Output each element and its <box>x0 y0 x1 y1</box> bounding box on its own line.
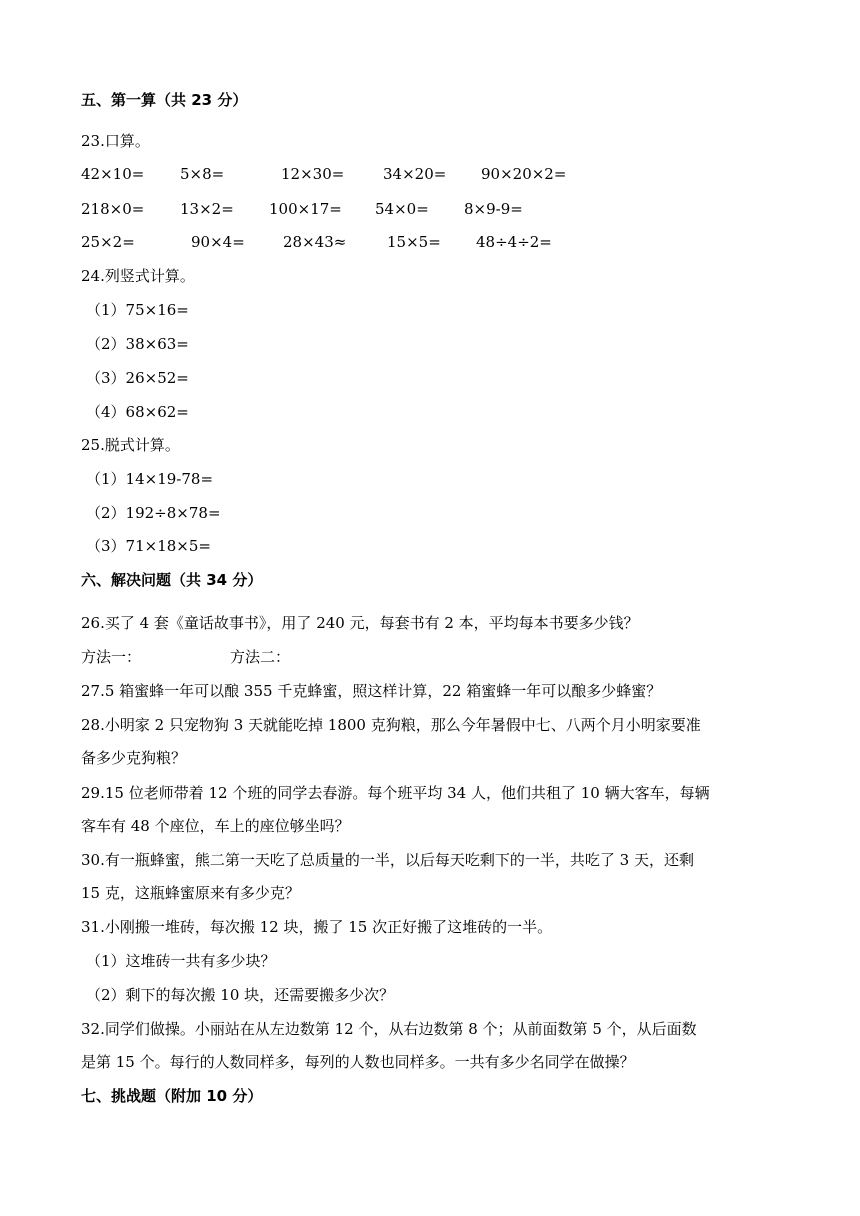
q26-methods <box>0 646 860 668</box>
q29-line-2: 客车有 48 个座位，车上的座位够坐吗？ <box>81 817 350 835</box>
q25-item: （3）71×18×5= <box>86 537 211 555</box>
q23-expr: 42×10= <box>81 165 145 183</box>
q23-row-1 <box>0 163 860 185</box>
q23-expr: 54×0= <box>375 200 429 218</box>
q31-text: 31.小刚搬一堆砖，每次搬 12 块，搬了 15 次正好搬了这堆砖的一半。 <box>81 918 553 936</box>
q23-row-2 <box>0 198 860 220</box>
q23-expr: 34×20= <box>383 165 447 183</box>
section-7-title: 七、挑战题（附加 10 分） <box>81 1087 263 1105</box>
q29-line-1: 29.15 位老师带着 12 个班的同学去春游。每个班平均 34 人，他们共租了 10 辆大客车，每辆 <box>81 784 710 802</box>
q24-item: （1）75×16= <box>86 301 189 319</box>
q26-method-2: 方法二： <box>230 648 291 666</box>
q23-expr: 100×17= <box>269 200 342 218</box>
q27-text: 27.5 箱蜜蜂一年可以酿 355 千克蜂蜜，照这样计算，22 箱蜜蜂一年可以酿多少蜂蜜？ <box>81 682 662 700</box>
q25-title: 25.脱式计算。 <box>81 436 180 454</box>
q23-title: 23.口算。 <box>81 132 150 150</box>
q23-expr: 8×9-9= <box>464 200 523 218</box>
q24-item: （2）38×63= <box>86 335 189 353</box>
q31-item: （1）这堆砖一共有多少块？ <box>86 952 276 970</box>
q31-item: （2）剩下的每次搬 10 块，还需要搬多少次？ <box>86 986 395 1004</box>
q25-item: （2）192÷8×78= <box>86 504 221 522</box>
section-6-title: 六、解决问题（共 34 分） <box>81 571 263 589</box>
q26-method-1: 方法一： <box>81 648 142 666</box>
q24-title: 24.列竖式计算。 <box>81 267 195 285</box>
q23-expr: 218×0= <box>81 200 145 218</box>
q23-expr: 25×2= <box>81 233 135 251</box>
q32-line-1: 32.同学们做操。小丽站在从左边数第 12 个，从右边数第 8 个；从前面数第 5 个，从后面数 <box>81 1020 697 1038</box>
q30-line-1: 30.有一瓶蜂蜜，熊二第一天吃了总质量的一半，以后每天吃剩下的一半，共吃了 3 天，还剩 <box>81 851 694 869</box>
q23-expr: 28×43≈ <box>283 233 347 251</box>
q23-expr: 12×30= <box>281 165 345 183</box>
q23-expr: 15×5= <box>387 233 441 251</box>
q23-expr: 90×20×2= <box>481 165 567 183</box>
q24-item: （3）26×52= <box>86 369 189 387</box>
q23-expr: 5×8= <box>180 165 225 183</box>
q24-item: （4）68×62= <box>86 403 189 421</box>
q23-expr: 90×4= <box>191 233 245 251</box>
section-5-title: 五、第一算（共 23 分） <box>81 91 248 109</box>
q28-line-1: 28.小明家 2 只宠物狗 3 天就能吃掉 1800 克狗粮，那么今年暑假中七、八两个月小明家要准 <box>81 716 701 734</box>
q28-line-2: 备多少克狗粮？ <box>81 749 187 767</box>
q30-line-2: 15 克，这瓶蜂蜜原来有多少克？ <box>81 884 300 902</box>
q23-expr: 48÷4÷2= <box>476 233 552 251</box>
q23-expr: 13×2= <box>180 200 234 218</box>
q23-row-3 <box>0 231 860 253</box>
q25-item: （1）14×19-78= <box>86 470 214 488</box>
q26-text: 26.买了 4 套《童话故事书》，用了 240 元，每套书有 2 本，平均每本书要多少钱？ <box>81 614 639 632</box>
q32-line-2: 是第 15 个。每行的人数同样多，每列的人数也同样多。一共有多少名同学在做操？ <box>81 1053 635 1071</box>
